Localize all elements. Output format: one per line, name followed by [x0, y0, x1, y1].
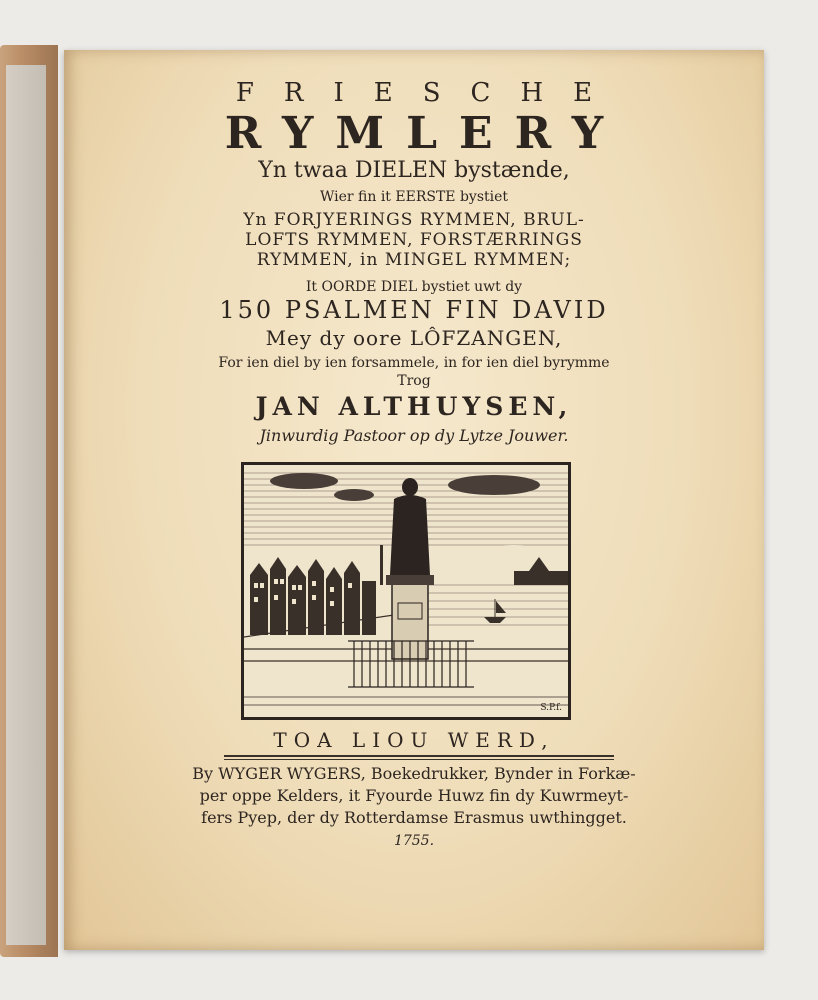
content-line-6: 150 PSALMEN FIN DAVID — [219, 296, 609, 324]
imprint-line-2: per oppe Kelders, it Fyourde Huwz fin dy Kuwrmeyt- — [199, 786, 629, 805]
content-line-5: It OORDE DIEL bystiet uwt dy — [305, 279, 523, 295]
content-line-3: LOFTS RYMMEN, FORSTÆRRINGS — [245, 230, 583, 250]
woodcut-illustration — [241, 462, 571, 720]
author-title: Jinwurdig Pastoor op dy Lytze Jouwer. — [259, 426, 569, 445]
divider-rule — [224, 755, 614, 757]
endpaper — [6, 65, 46, 945]
author-name: JAN ALTHUYSEN, — [255, 392, 573, 421]
title-line-2: RYMLERY — [224, 108, 626, 159]
woodcut-signature: S.P.f. — [540, 703, 562, 713]
imprint-line-1: By WYGER WYGERS, Boekedrukker, Bynder in Forkæ- — [192, 764, 636, 783]
content-line-8: For ien diel by ien forsammele, in for ien diel byrymme — [218, 355, 610, 371]
title-page — [64, 50, 764, 950]
imprint-line-3: fers Pyep, der dy Rotterdamse Erasmus uwthingget. — [201, 808, 627, 827]
content-line-9: Trog — [397, 373, 431, 389]
content-line-1: Wier fin it EERSTE bystiet — [319, 189, 509, 205]
content-line-7: Mey dy oore LÔFZANGEN, — [265, 326, 563, 350]
book-spine — [0, 45, 58, 957]
title-line-1: FRIESCHE — [235, 78, 623, 108]
divider-rule-thin — [224, 759, 614, 760]
content-line-4: RYMMEN, in MINGEL RYMMEN; — [256, 250, 572, 270]
imprint-year: 1755. — [393, 833, 435, 849]
imprint-place: TOA LIOU WERD, — [273, 728, 555, 752]
content-line-2: Yn FORJYERINGS RYMMEN, BRUL- — [243, 210, 585, 230]
subtitle-line: Yn twaa DIELEN bystænde, — [258, 158, 570, 183]
